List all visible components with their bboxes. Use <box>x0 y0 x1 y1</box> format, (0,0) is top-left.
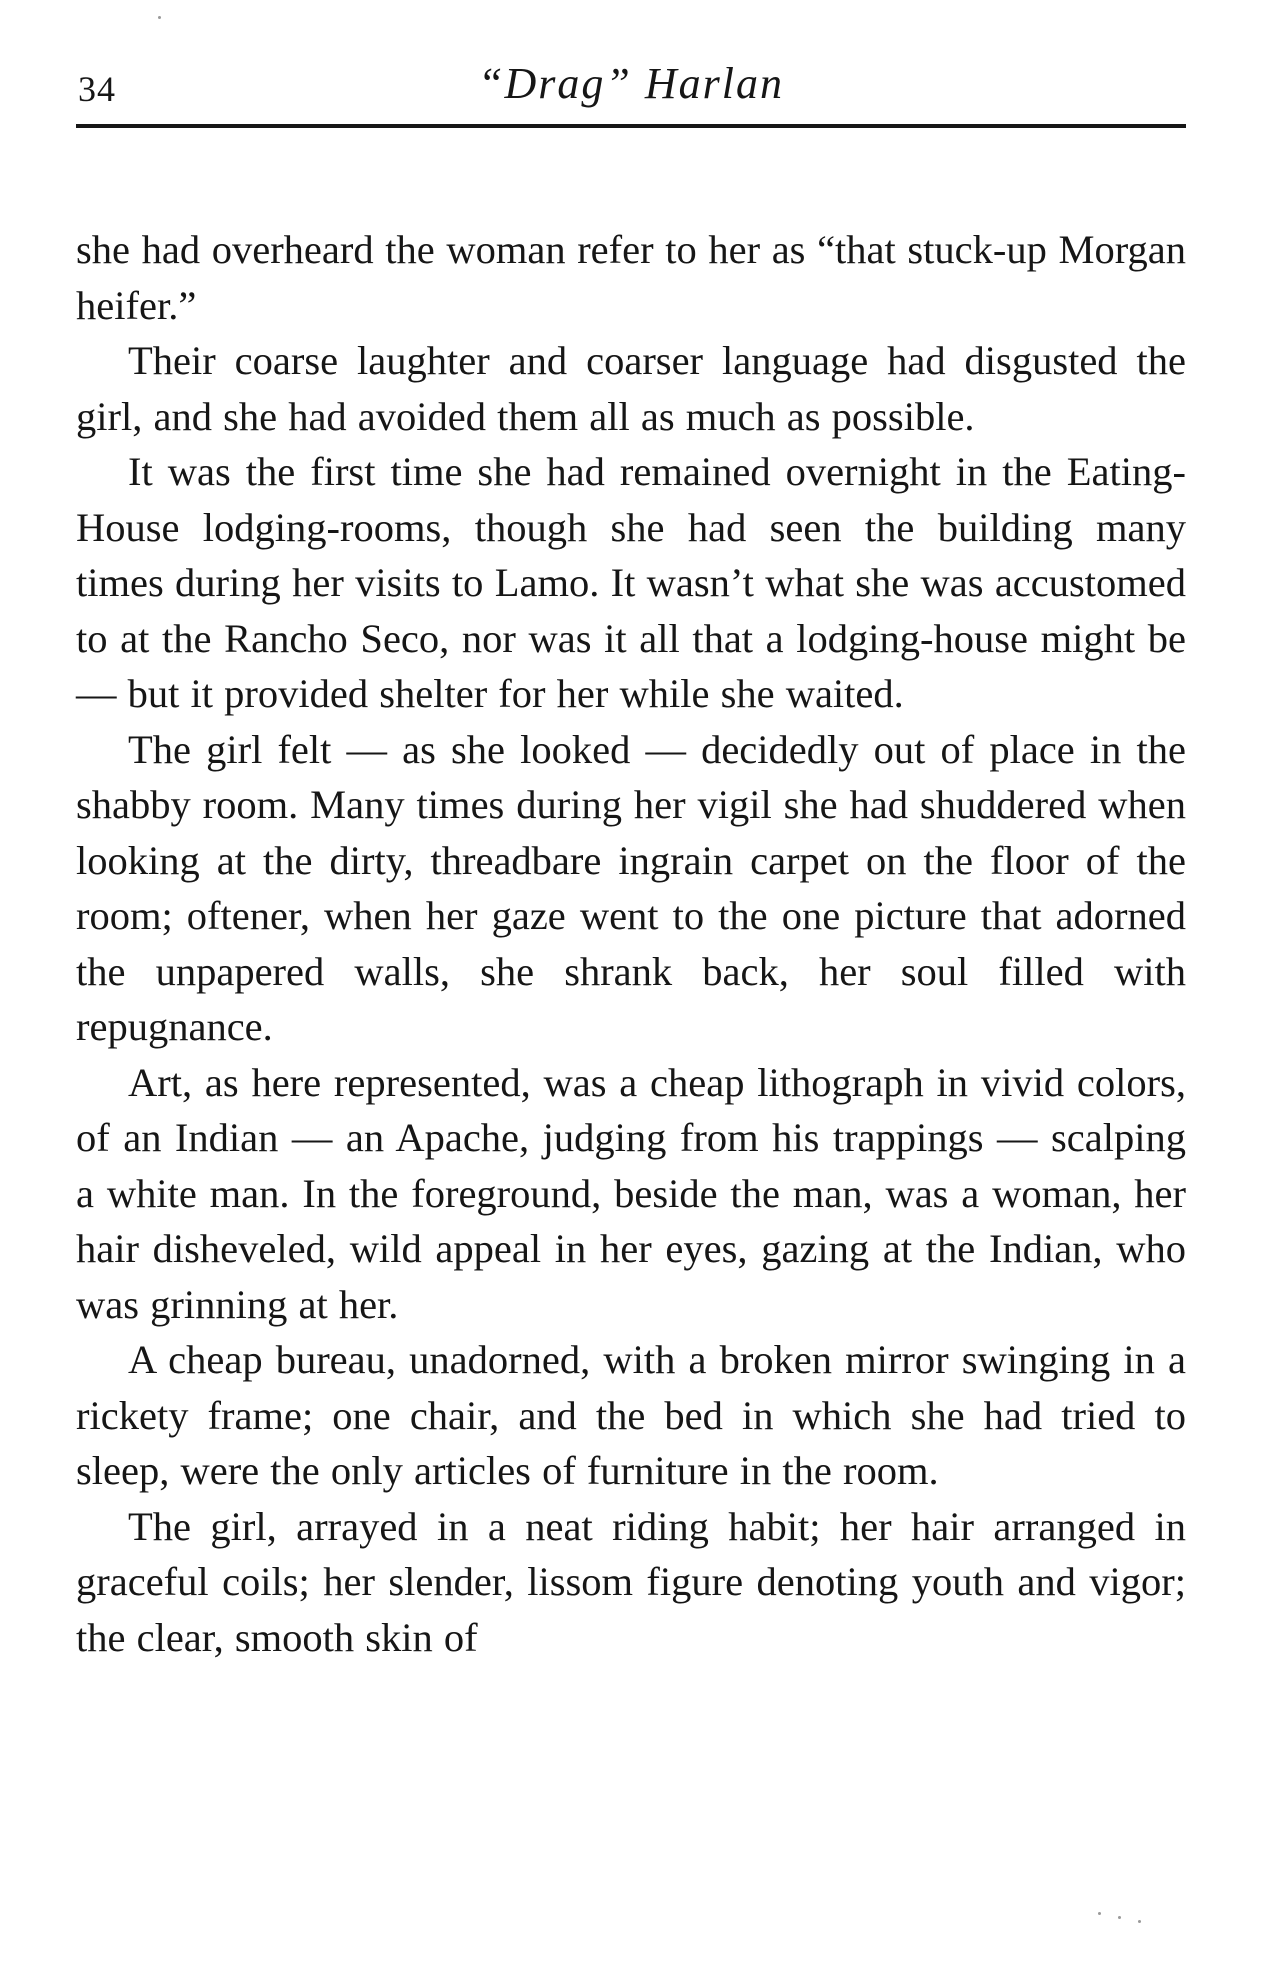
paragraph: Art, as here represented, was a cheap lithograph in vivid colors, of an Indian — an Apache, judging from his trappings — scalping a white man. In the foreground, beside the man, was a woman, her hair disheveled, wild appeal in her eyes, gazing at the Indian, who was grinning at her. <box>76 1059 1186 1327</box>
paragraph: The girl, arrayed in a neat riding habit; her hair arranged in graceful coils; her slender, lissom figure denoting youth and vigor; the clear, smooth skin of <box>76 1503 1186 1660</box>
paragraph: The girl felt — as she looked — decidedly out of place in the shabby room. Many times during her vigil she had shuddered when looking at the dirty, threadbare ingrain carpet on the floor of the room; oftener, when her gaze went to the one picture that adorned the unpapered walls, she shrank back, her soul filled with repugnance. <box>76 726 1186 1049</box>
paragraph: A cheap bureau, unadorned, with a broken mirror swinging in a rickety frame; one chair, and the bed in which she had tried to sleep, were the only articles of furniture in the room. <box>76 1337 1186 1493</box>
paragraph: It was the first time she had remained overnight in the Eating-House lodging-rooms, though she had seen the building many times during her visits to Lamo. It wasn’t what she was accustomed to at the Rancho Seco, nor was it all that a lodging-house might be — but it provided shelter for her while she waited. <box>76 449 1186 716</box>
book-page <box>76 48 1186 1665</box>
scan-speck <box>1138 1920 1141 1923</box>
paragraph-continued: she had overheard the woman refer to her as “that stuck-up Morgan heifer.” <box>76 227 1186 328</box>
scan-speck <box>1098 1912 1101 1915</box>
scan-speck <box>1118 1916 1121 1919</box>
header-rule <box>76 124 1186 128</box>
scan-speck <box>158 16 161 19</box>
page-number: 34 <box>78 69 116 109</box>
paragraph: Their coarse laughter and coarser language had disgusted the girl, and she had avoided them all as much as possible. <box>76 338 1186 439</box>
page-header <box>76 48 1186 118</box>
body-text <box>76 222 1186 1665</box>
running-title: “Drag” Harlan <box>478 59 784 108</box>
